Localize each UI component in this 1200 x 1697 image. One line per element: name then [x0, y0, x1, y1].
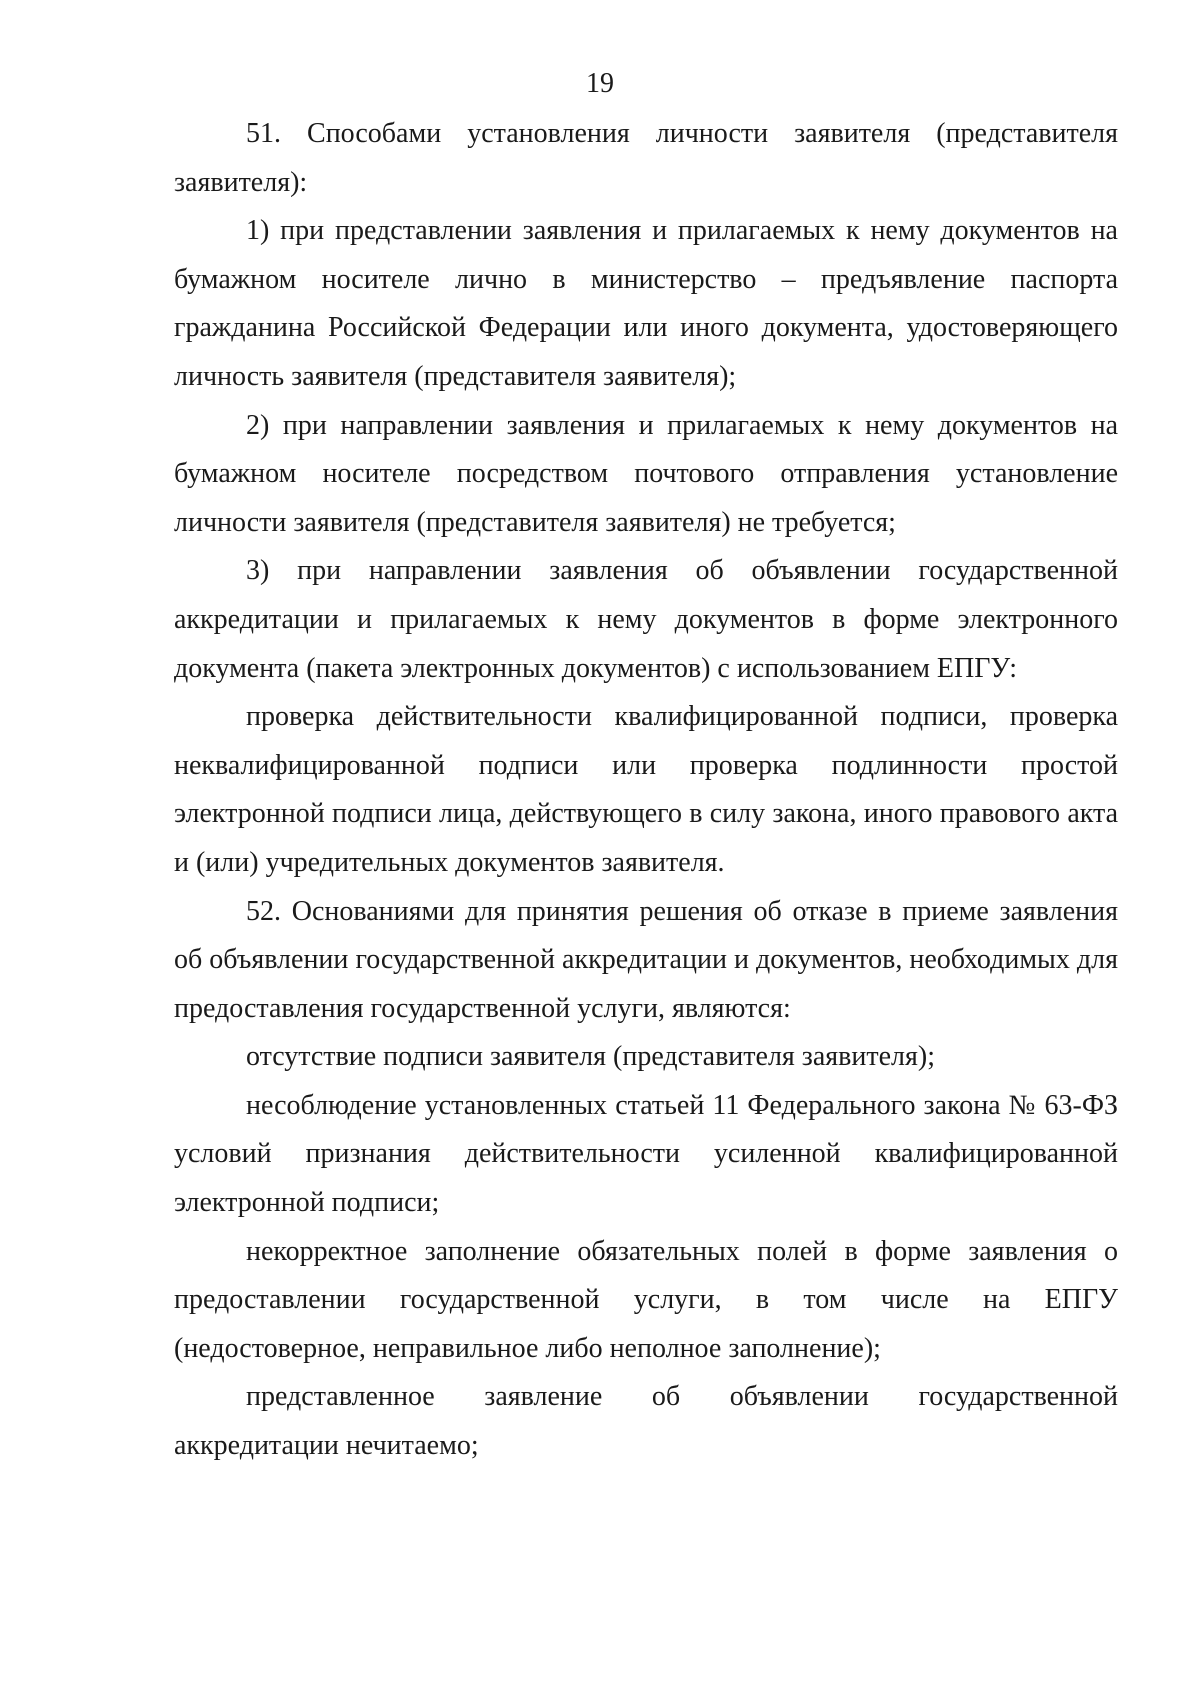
- paragraph-51-item-2: 2) при направлении заявления и прилагаемых к нему документов на бумажном носителе посредством почтового отправления установление личности заявителя (представителя заявителя) не требуется;: [174, 409, 1118, 538]
- paragraph-51-intro: 51. Способами установления личности заявителя (представителя заявителя):: [174, 118, 1118, 198]
- page-number: 19: [586, 68, 614, 99]
- paragraph-51-item-3-detail: проверка действительности квалифицированной подписи, проверка неквалифицированной подписи или проверка подлинности простой электронной подписи лица, действующего в силу закона, иного правового акта и (или) учредительных документов заявителя.: [174, 701, 1118, 878]
- paragraph-52-ground-4: представленное заявление об объявлении государственной аккредитации нечитаемо;: [174, 1381, 1118, 1462]
- paragraph-52-ground-2: несоблюдение установленных статьей 11 Федерального закона № 63-ФЗ условий признания действительности усиленной квалифицированной электронной подписи;: [174, 1089, 1118, 1219]
- paragraph-52-ground-1: отсутствие подписи заявителя (представителя заявителя);: [246, 1041, 935, 1073]
- document-body: [174, 110, 1118, 1471]
- paragraph-52-intro: 52. Основаниями для принятия решения об отказе в приеме заявления об объявлении государственной аккредитации и документов, необходимых для предоставления государственной услуги, являются:: [174, 895, 1118, 1024]
- paragraph-51-item-3: 3) при направлении заявления об объявлении государственной аккредитации и прилагаемых к нему документов в форме электронного документа (пакета электронных документов) с использованием ЕПГУ:: [174, 555, 1118, 684]
- paragraph-51-item-1: 1) при представлении заявления и прилагаемых к нему документов на бумажном носителе лично в министерство – предъявление паспорта гражданина Российской Федерации или иного документа, удостоверяющего личность заявителя (представителя заявителя);: [174, 215, 1118, 392]
- paragraph-52-ground-3: некорректное заполнение обязательных полей в форме заявления о предоставлении государственной услуги, в том числе на ЕПГУ (недостоверное, неправильное либо неполное заполнение);: [174, 1235, 1118, 1364]
